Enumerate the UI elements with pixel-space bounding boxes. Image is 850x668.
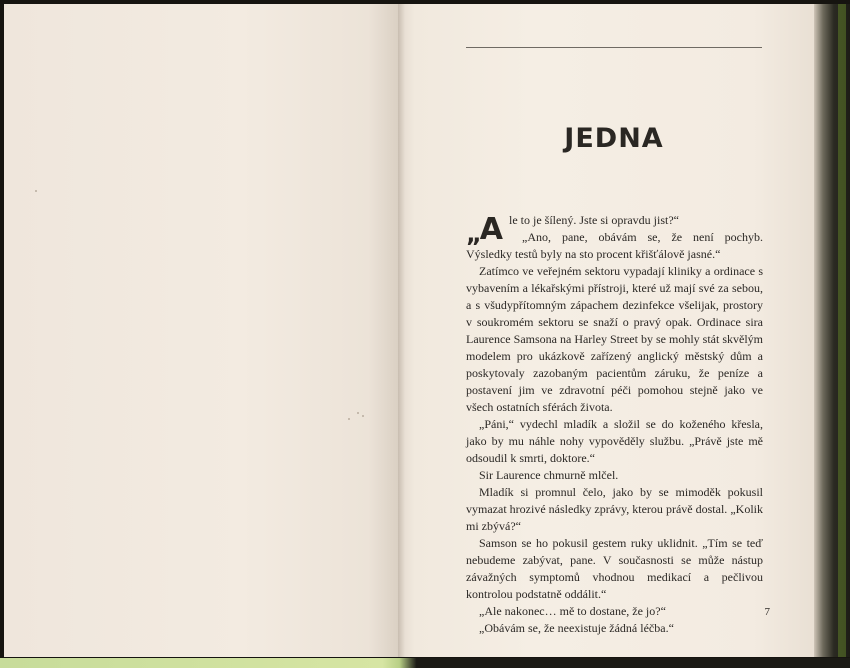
header-rule xyxy=(466,47,762,48)
paragraph-text: le to je šílený. Jste si opravdu jist?“ xyxy=(509,213,679,227)
paragraph: Samson se ho pokusil gestem ruky uklidnit. „Tím se teď nebudeme zabývat, pane. V současnosti se může nástup závažných symptomů vhodnou medikací a pečlivou kontrolou podstatně oddálit.“ xyxy=(466,536,763,601)
paragraph: Zatímco ve veřejném sektoru vypadají kliniky a ordinace s vybavením a lékařskými přístroji, které už mají své za sebou, a s všudypřítomným zápachem dezinfekce všelijak, prostory v soukromém sektoru se snaží o pravý opak. Ordinace sira Laurence Samsona na Harley Street by se mohly stát skvělým modelem pro ukázkově zařízený anglický městský dům a poskytovaly zazobaným pacientům záruku, že peníze a postavení jim ve zdravotní péči pomohou stejně jako ve všech ostatních sférách života. xyxy=(466,264,763,414)
paragraph: „Ale nakonec… mě to dostane, že jo?“ xyxy=(479,604,666,618)
page-number: 7 xyxy=(764,606,770,618)
drop-cap xyxy=(466,212,503,246)
paragraph: „Páni,“ vydechl mladík a složil se do koženého křesla, jako by mu náhle nohy vypověděly službu. „Právě jste mě odsoudil k smrti, doktore.“ xyxy=(466,417,763,465)
paragraph: „Ano, pane, obávám se, že není pochyb. Výsledky testů byly na sto procent křišťálově jasné.“ xyxy=(466,230,763,261)
left-page xyxy=(4,4,400,657)
paper-speck xyxy=(357,412,359,414)
paragraph: „Obávám se, že neexistuje žádná léčba.“ xyxy=(479,621,674,635)
paragraph: Sir Laurence chmurně mlčel. xyxy=(479,468,619,482)
paragraph: Mladík si promnul čelo, jako by se mimoděk pokusil vymazat hrozivé následky zprávy, kterou právě dostal. „Kolik mi zbývá?“ xyxy=(466,485,763,533)
chapter-title: JEDNA xyxy=(564,123,664,154)
paper-speck xyxy=(35,190,37,192)
paper-speck xyxy=(362,415,364,417)
drop-cap-quote: „ xyxy=(466,220,480,248)
book-bottom-edge xyxy=(0,658,850,668)
cover-edge xyxy=(838,4,846,657)
drop-cap-letter: A xyxy=(479,212,503,247)
chapter-text xyxy=(466,212,763,637)
paper-speck xyxy=(348,418,350,420)
